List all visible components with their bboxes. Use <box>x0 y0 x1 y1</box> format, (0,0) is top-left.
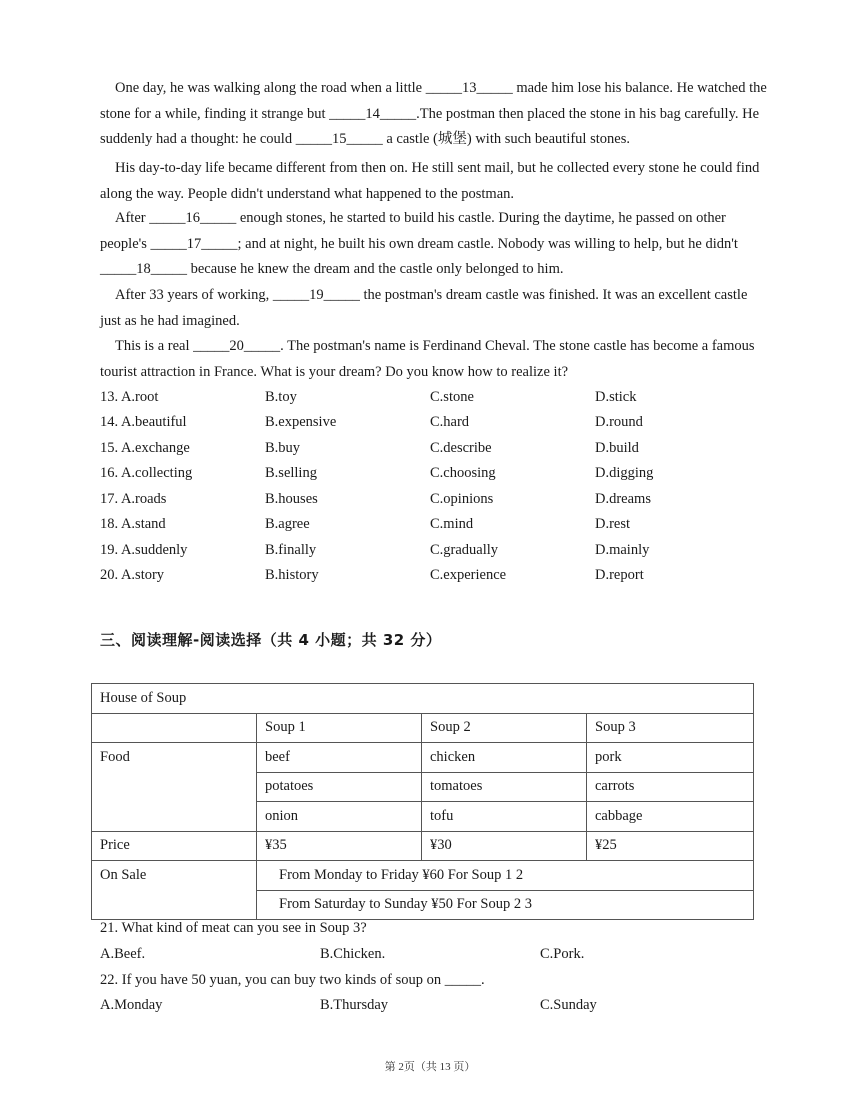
option-c: C.describe <box>430 440 492 456</box>
price-cell: ¥35 <box>257 831 422 861</box>
sale-cell: From Saturday to Sunday ¥50 For Soup 2 3 <box>257 890 754 920</box>
option-c: C.choosing <box>430 465 496 481</box>
passage-paragraph-2 <box>100 156 770 207</box>
option-b: B.expensive <box>265 414 337 430</box>
option-b: B.selling <box>265 465 317 481</box>
table-cell: onion <box>257 802 422 832</box>
table-row <box>92 743 754 773</box>
page-footer: 第 2页（共 13 页） <box>384 1061 476 1073</box>
option-b: B.toy <box>265 389 297 405</box>
sale-cell: From Monday to Friday ¥60 For Soup 1 2 <box>257 861 754 891</box>
table-header-cell: Soup 1 <box>257 713 422 743</box>
sale-label: On Sale <box>92 861 257 920</box>
option-d: D.rest <box>595 516 631 532</box>
option-d: D.build <box>595 440 639 456</box>
option-a: 17. A.roads <box>100 491 167 507</box>
option-c: C.hard <box>430 414 470 430</box>
table-title: House of Soup <box>92 684 754 714</box>
table-cell: pork <box>587 743 754 773</box>
question-22: 22. If you have 50 yuan, you can buy two kinds of soup on _____. <box>100 972 485 988</box>
price-row <box>92 831 754 861</box>
passage-text: After _____16_____ enough stones, he started to build his castle. During the daytime, he passed on other people's _____17_____; and at night, he built his own dream castle. Nobody was willing to help, but he didn't _____18_____ because he knew the dream and the castle only belonged to him. <box>100 210 738 278</box>
option-c: C.Sunday <box>540 997 597 1013</box>
table-title-row <box>92 684 754 714</box>
option-d: D.stick <box>595 389 637 405</box>
table-header-row <box>92 713 754 743</box>
soup-table <box>91 683 754 920</box>
section-heading: 三、阅读理解-阅读选择（共 4 小题；共 32 分） <box>100 631 442 649</box>
option-c: C.experience <box>430 567 507 583</box>
option-a: 14. A.beautiful <box>100 414 187 430</box>
option-c: C.mind <box>430 516 474 532</box>
option-a: 19. A.suddenly <box>100 542 188 558</box>
option-a: A.Monday <box>100 997 163 1013</box>
passage-text: This is a real _____20_____. The postman's name is Ferdinand Cheval. The stone castle has become a famous tourist attraction in France. What is your dream? Do you know how to realize it? <box>100 338 755 380</box>
price-cell: ¥25 <box>587 831 754 861</box>
option-d: D.mainly <box>595 542 650 558</box>
question-21: 21. What kind of meat can you see in Soup 3? <box>100 920 367 936</box>
option-c: C.opinions <box>430 491 494 507</box>
passage-paragraph-4 <box>100 283 770 334</box>
option-b: B.buy <box>265 440 301 456</box>
option-d: D.dreams <box>595 491 651 507</box>
option-a: 16. A.collecting <box>100 465 193 481</box>
passage-paragraph-3 <box>100 206 770 283</box>
table-cell: cabbage <box>587 802 754 832</box>
table-header-cell: Soup 2 <box>422 713 587 743</box>
option-c: C.Pork. <box>540 946 585 962</box>
passage-text: One day, he was walking along the road when a little _____13_____ made him lose his balance. He watched the stone for a while, finding it strange but _____14_____.The postman then placed the stone in his bag carefully. He suddenly had a thought: he could _____15_____ a castle (城堡) with such beautiful stones. <box>100 80 767 148</box>
option-b: B.Chicken. <box>320 946 386 962</box>
table-cell: tomatoes <box>422 772 587 802</box>
passage-paragraph-1 <box>100 76 770 153</box>
option-d: D.round <box>595 414 643 430</box>
option-a: A.Beef. <box>100 946 146 962</box>
price-label: Price <box>92 831 257 861</box>
option-a: 13. A.root <box>100 389 159 405</box>
passage-text: After 33 years of working, _____19_____ the postman's dream castle was finished. It was an excellent castle just as he had imagined. <box>100 287 748 329</box>
option-b: B.Thursday <box>320 997 389 1013</box>
option-a: 18. A.stand <box>100 516 166 532</box>
food-label: Food <box>92 743 257 832</box>
table-cell: tofu <box>422 802 587 832</box>
price-cell: ¥30 <box>422 831 587 861</box>
option-b: B.houses <box>265 491 318 507</box>
passage-text: His day-to-day life became different from then on. He still sent mail, but he collected every stone he could find along the way. People didn't understand what happened to the postman. <box>100 160 760 202</box>
option-a: 15. A.exchange <box>100 440 190 456</box>
table-cell: beef <box>257 743 422 773</box>
option-d: D.digging <box>595 465 654 481</box>
table-header-cell: Soup 3 <box>587 713 754 743</box>
option-a: 20. A.story <box>100 567 165 583</box>
option-b: B.agree <box>265 516 310 532</box>
option-b: B.finally <box>265 542 317 558</box>
table-cell: potatoes <box>257 772 422 802</box>
option-b: B.history <box>265 567 319 583</box>
table-cell-empty <box>92 713 257 743</box>
table-cell: chicken <box>422 743 587 773</box>
table-cell: carrots <box>587 772 754 802</box>
option-c: C.gradually <box>430 542 499 558</box>
option-d: D.report <box>595 567 644 583</box>
option-c: C.stone <box>430 389 474 405</box>
passage-paragraph-5 <box>100 334 770 385</box>
sale-row <box>92 861 754 891</box>
